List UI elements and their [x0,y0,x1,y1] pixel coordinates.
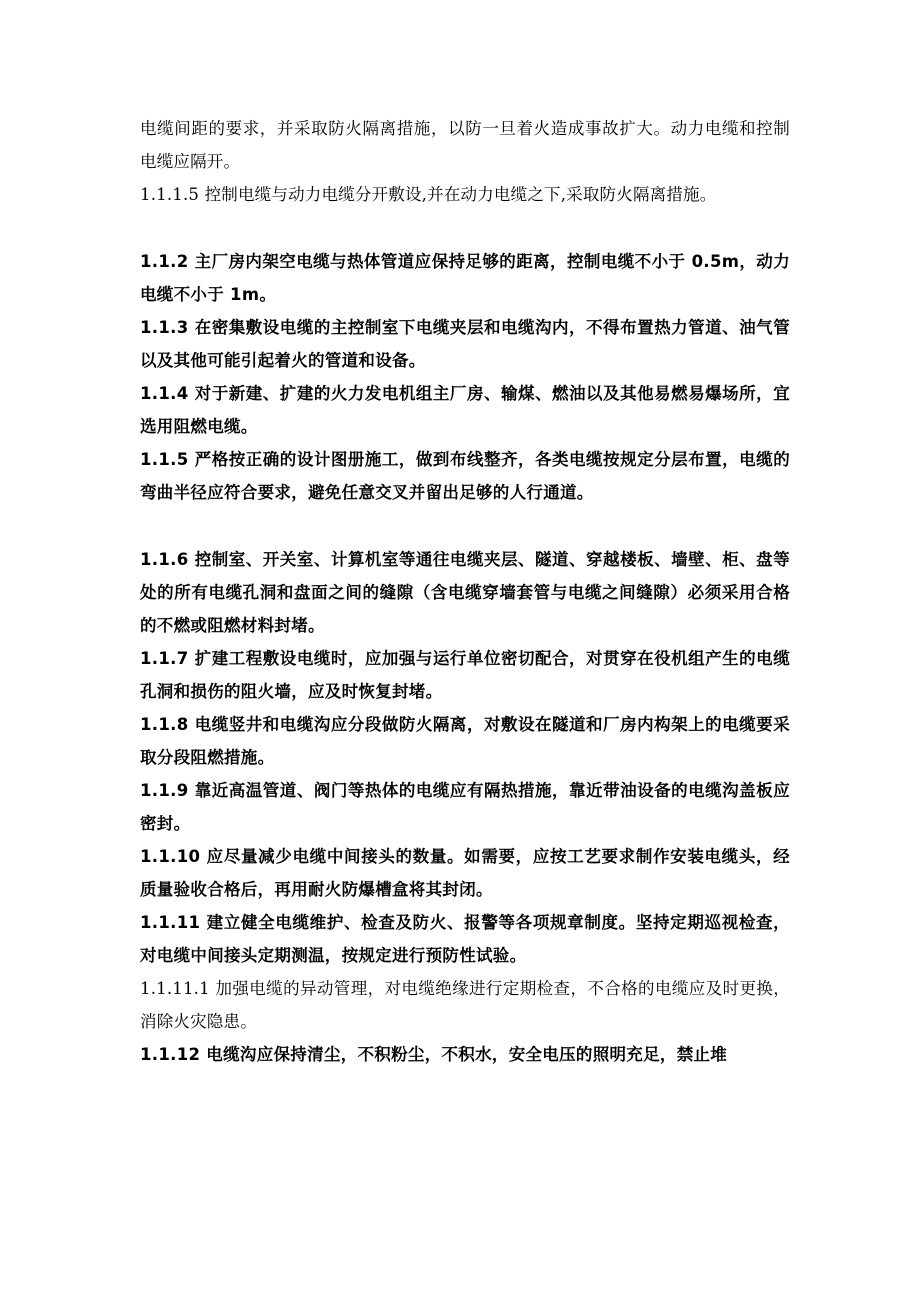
paragraph-1-1-2: 1.1.2 主厂房内架空电缆与热体管道应保持足够的距离，控制电缆不小于 0.5m，动力电缆不小于 1m。 [140,252,790,304]
document-body [140,112,790,1071]
paragraph-continuation: 电缆间距的要求，并采取防火隔离措施，以防一旦着火造成事故扩大。动力电缆和控制电缆应隔开。 [140,119,790,171]
paragraph-1-1-1-5: 1.1.1.5 控制电缆与动力电缆分开敷设,并在动力电缆之下,采取防火隔离措施。 [140,185,717,204]
paragraph-1-1-3: 1.1.3 在密集敷设电缆的主控制室下电缆夹层和电缆沟内，不得布置热力管道、油气管以及其他可能引起着火的管道和设备。 [140,318,790,370]
paragraph-1-1-10: 1.1.10 应尽量减少电缆中间接头的数量。如需要，应按工艺要求制作安装电缆头，经质量验收合格后，再用耐火防爆槽盒将其封闭。 [140,847,790,899]
paragraph-1-1-4: 1.1.4 对于新建、扩建的火力发电机组主厂房、输煤、燃油以及其他易燃易爆场所，宜选用阻燃电缆。 [140,384,790,436]
paragraph-1-1-11: 1.1.11 建立健全电缆维护、检查及防火、报警等各项规章制度。坚持定期巡视检查，对电缆中间接头定期测温，按规定进行预防性试验。 [140,913,790,965]
paragraph-1-1-11-1: 1.1.11.1 加强电缆的异动管理，对电缆绝缘进行定期检查，不合格的电缆应及时更换，消除火灾隐患。 [140,979,790,1031]
paragraph-1-1-8: 1.1.8 电缆竖井和电缆沟应分段做防火隔离，对敷设在隧道和厂房内构架上的电缆要采取分段阻燃措施。 [140,715,790,767]
paragraph-1-1-7: 1.1.7 扩建工程敷设电缆时，应加强与运行单位密切配合，对贯穿在役机组产生的电缆孔洞和损伤的阻火墙，应及时恢复封堵。 [140,649,790,701]
paragraph-1-1-6: 1.1.6 控制室、开关室、计算机室等通往电缆夹层、隧道、穿越楼板、墙壁、柜、盘等处的所有电缆孔洞和盘面之间的缝隙（含电缆穿墙套管与电缆之间缝隙）必须采用合格的不燃或阻燃材料封堵。 [140,550,790,635]
paragraph-1-1-9: 1.1.9 靠近高温管道、阀门等热体的电缆应有隔热措施，靠近带油设备的电缆沟盖板应密封。 [140,781,790,833]
paragraph-1-1-12: 1.1.12 电缆沟应保持清尘，不积粉尘，不积水，安全电压的照明充足，禁止堆 [140,1045,728,1064]
paragraph-1-1-5: 1.1.5 严格按正确的设计图册施工，做到布线整齐，各类电缆按规定分层布置，电缆的弯曲半径应符合要求，避免任意交叉并留出足够的人行通道。 [140,450,790,502]
